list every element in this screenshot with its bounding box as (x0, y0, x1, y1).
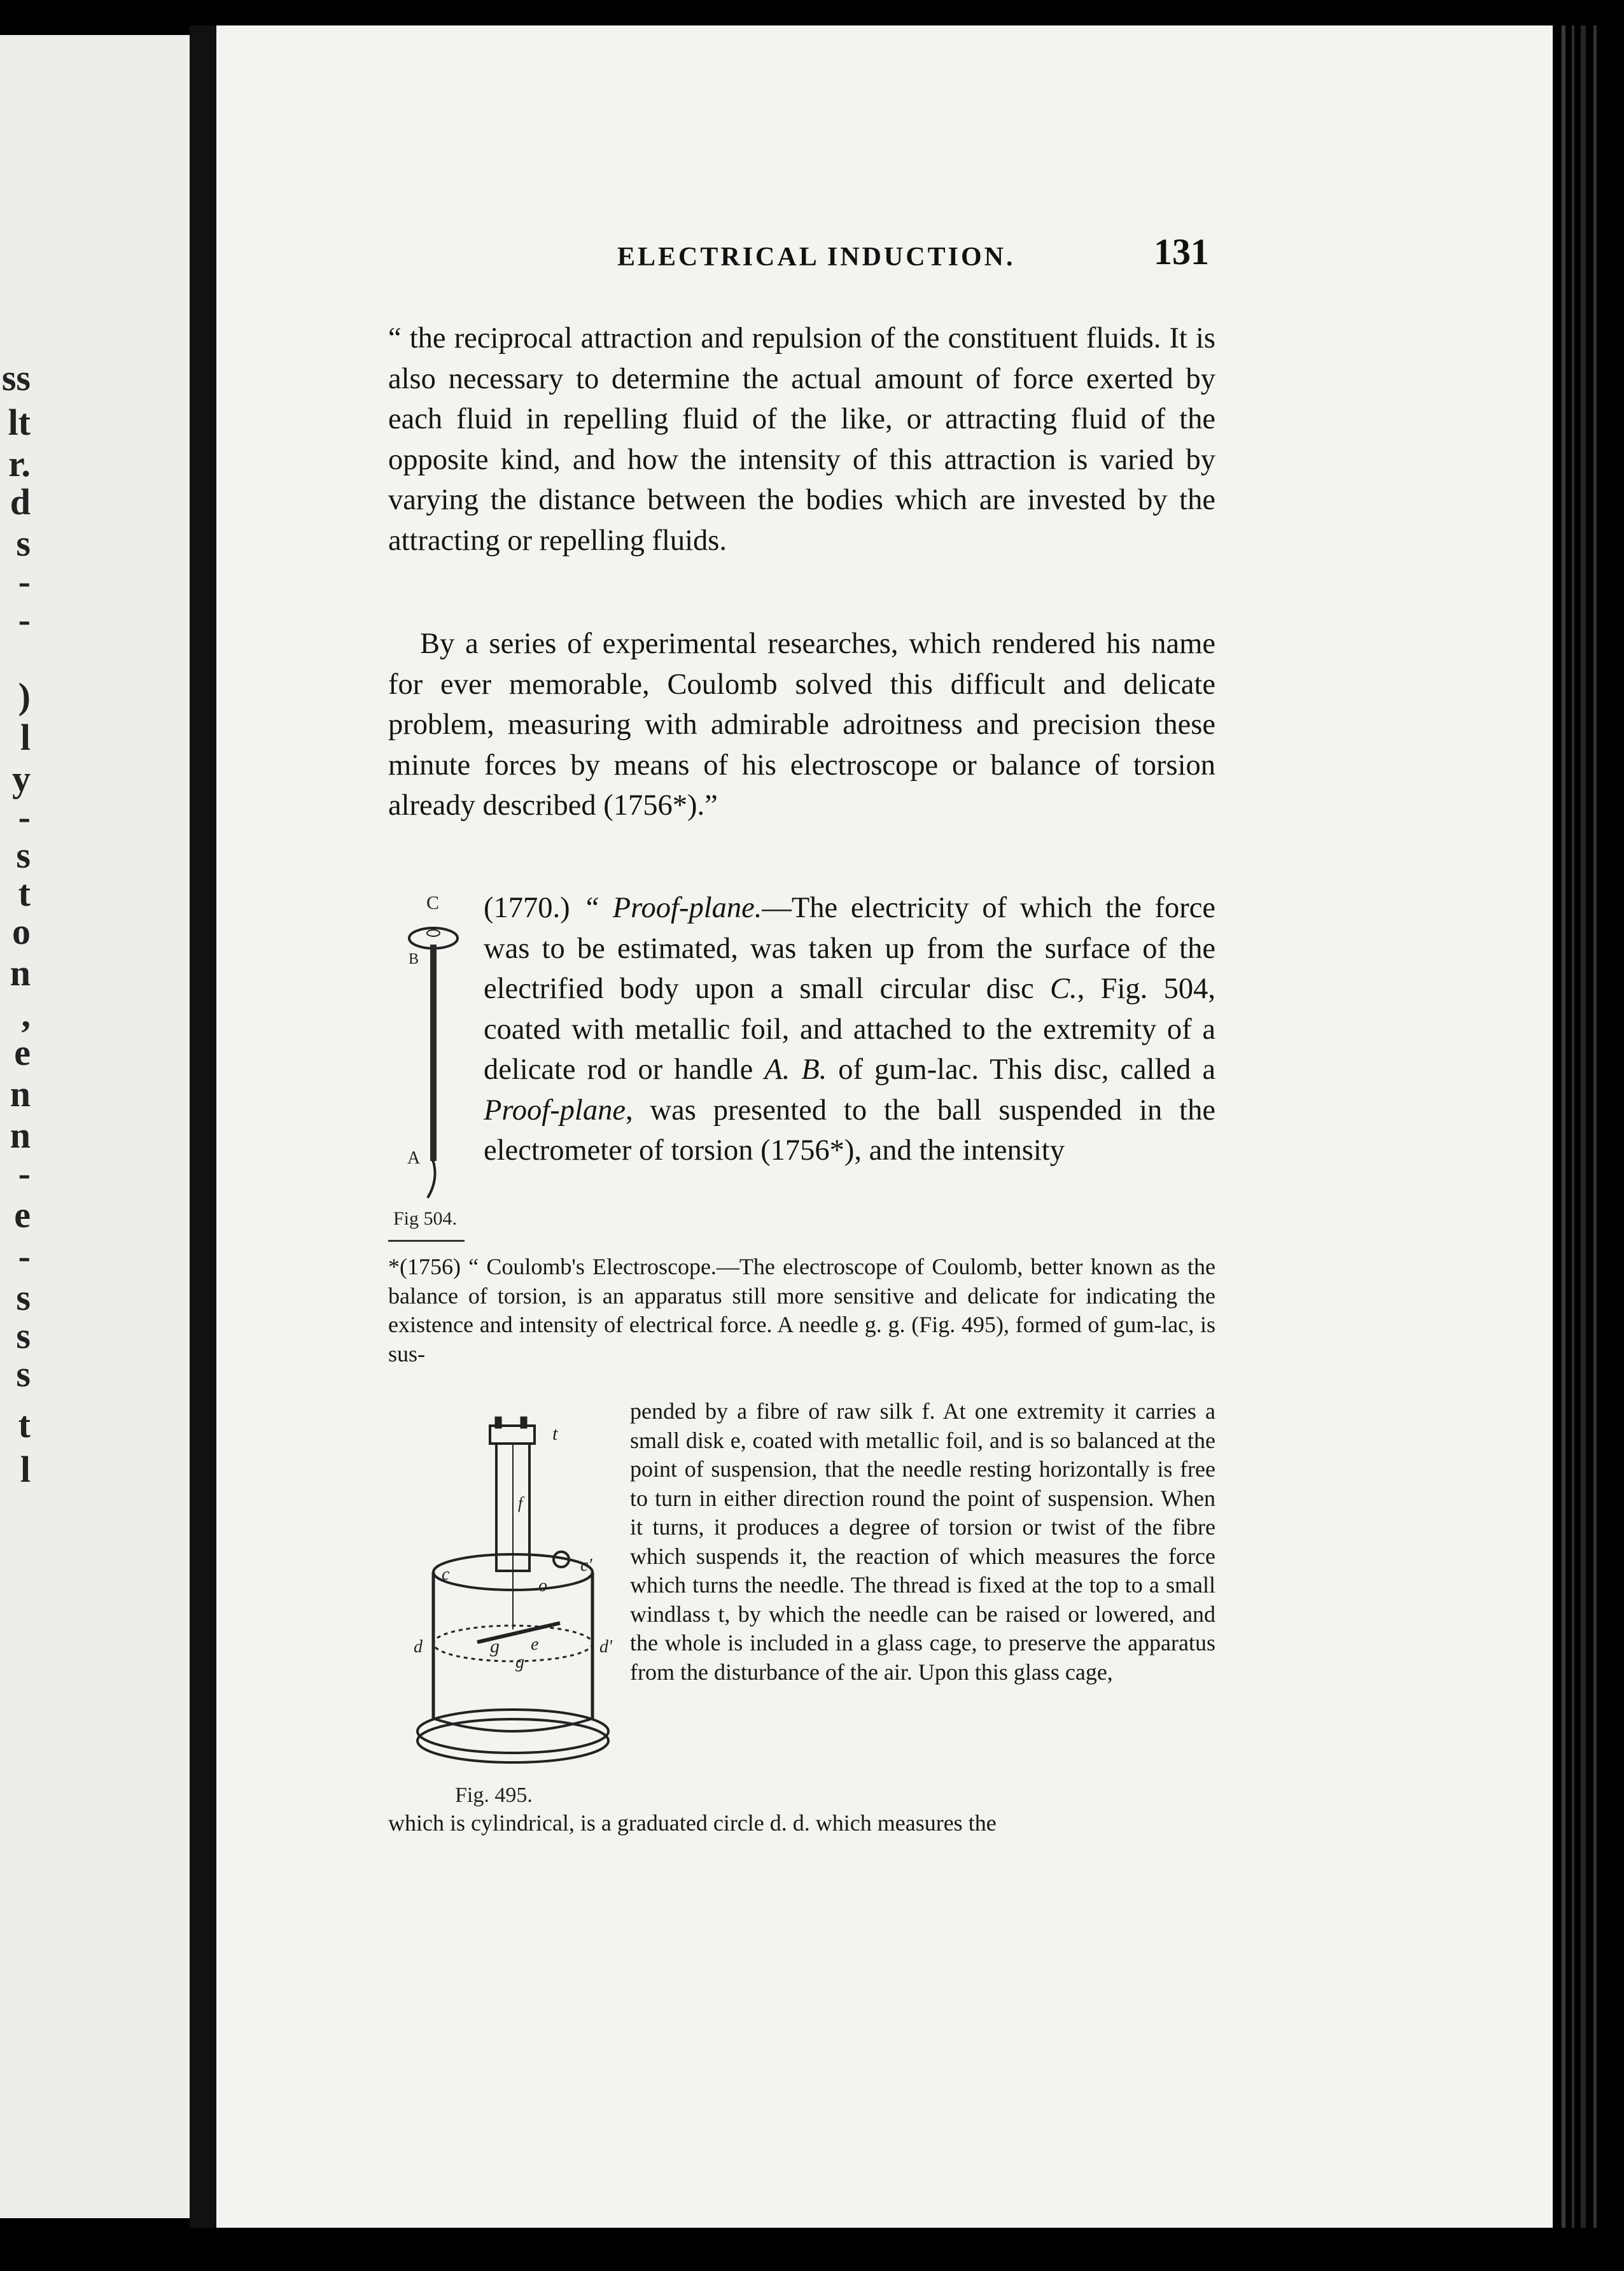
margin-char: - (18, 599, 31, 640)
margin-char: - (18, 796, 31, 838)
label-ab: A. B. (764, 1053, 827, 1086)
paragraph-continued-quote: “ the reciprocal attraction and repulsion of the constituent fluids. It is also necessary to determine the actual amount of force exerted by each fluid in repelling fluid of the like, or attracting fluid of the opposite kind, and how the intensity of this attraction is varied by varying the distance between the bodies which are invested by the attracting or repelling fluids. (388, 322, 1215, 557)
proof-plane-illustration (393, 886, 482, 1204)
proof-plane-text-c: of gum-lac. This disc, called a (827, 1053, 1216, 1086)
fig504-label-c: C (426, 892, 440, 913)
running-title: ELECTRICAL INDUCTION. (617, 243, 1016, 272)
margin-char: ) (18, 675, 31, 717)
margin-char: s (16, 834, 31, 876)
margin-char: e (14, 1194, 31, 1235)
margin-char: ss (1, 357, 31, 398)
margin-char: - (18, 1153, 31, 1194)
fig495-label-g1: g (490, 1636, 500, 1657)
figure-504-caption: Fig 504. (393, 1208, 458, 1229)
torsion-balance-illustration (395, 1400, 630, 1776)
fig495-label-g2: g (515, 1652, 524, 1672)
fig495-label-d-left: d (414, 1637, 423, 1657)
paragraph-coulomb-researches: By a series of experimental researches, which rendered his name for ever memorable, Coulomb solved this difficult and delicate problem, measuring with admirable adroitness and precision these minute forces by means of his electroscope or balance of torsion already described (1756*).” (388, 628, 1215, 822)
figure-495-torsion-balance (395, 1400, 630, 1808)
figure-495-caption: Fig. 495. (455, 1783, 533, 1807)
label-c: C. (1050, 973, 1077, 1005)
margin-char: s (16, 1353, 31, 1395)
proof-plane-text-d: , was presented to the ball suspended in the electrometer of torsion (1756*), and the intensity (484, 1093, 1215, 1167)
page-number: 131 (1154, 231, 1209, 272)
margin-char: e (14, 1032, 31, 1073)
margin-char: n (10, 1114, 31, 1156)
margin-char: - (18, 561, 31, 602)
proof-plane-text-a: —The electricity of which the force was to be estimated, was taken up from the surface of the electrified body upon a small circular disc (484, 892, 1215, 1005)
fig495-label-d-right: d' (599, 1637, 612, 1657)
margin-char: , (21, 994, 31, 1035)
margin-char: l (20, 717, 31, 758)
margin-char: l (20, 1449, 31, 1490)
proof-plane-text-b: , Fig. 504, coated with metallic foil, and attached to the extremity of a delicate rod or handle (484, 973, 1216, 1086)
margin-char: s (16, 1277, 31, 1318)
paragraph-proof-plane (484, 888, 1215, 1171)
page-header (407, 223, 1215, 280)
margin-char: t (18, 873, 31, 914)
footnote-top: *(1756) “ Coulomb's Electroscope.—The electroscope of Coulomb, better known as the balance of torsion, is an apparatus still more sensitive and delicate for indicating the existence and intensity of electrical force. A needle g. g. (Fig. 495), formed of gum-lac, is sus- (388, 1254, 1215, 1367)
book-gutter (190, 25, 216, 2228)
fig495-label-e: e (531, 1635, 539, 1654)
margin-char: o (12, 911, 31, 952)
margin-char: y (12, 758, 31, 799)
footnote-bottom: which is cylindrical, is a graduated circle d. d. which measures the (388, 1810, 997, 1836)
margin-char: s (16, 1315, 31, 1356)
fig495-label-o: o (538, 1576, 547, 1596)
section-title: “ Proof-plane. (583, 892, 762, 924)
margin-char: lt (8, 402, 31, 443)
margin-char: n (10, 1073, 31, 1114)
fig504-label-a: A (407, 1148, 421, 1168)
margin-char: t (18, 1404, 31, 1445)
fig495-label-c-right: c' (580, 1556, 592, 1575)
margin-char: n (10, 952, 31, 994)
margin-char: d (10, 481, 31, 523)
section-number: (1770.) (484, 892, 570, 924)
margin-char: r. (8, 443, 31, 484)
figure-504-proof-plane (393, 886, 482, 1230)
facing-page-margin-text (0, 321, 38, 1594)
margin-char: - (18, 1235, 31, 1277)
fig495-label-f: f (518, 1494, 523, 1512)
footnote-side: pended by a fibre of raw silk f. At one extremity it carries a small disk e, coated with metallic foil, and is so balanced at the point of suspension, that the needle resting horizontally is free to turn in either direction round the point of suspension. When it turns, it produces a degree of torsion or twist of the fibre which suspends it, the reaction of which measures the force which turns the needle. The thread is fixed at the top to a small windlass t, by which the needle can be raised or lowered, and the whole is included in a glass cage, to preserve the apparatus from the disturbance of the air. Upon this glass cage, (630, 1398, 1215, 1685)
footnote-rule (388, 1240, 465, 1242)
italic-term-proof-plane: Proof-plane (484, 1093, 626, 1127)
margin-char: s (16, 523, 31, 564)
fig495-label-t: t (552, 1423, 558, 1444)
facing-page-edge (0, 35, 190, 2218)
page-stack-edge (1553, 25, 1624, 2228)
fig495-label-c-left: c (442, 1564, 450, 1584)
fig504-label-b: B (409, 951, 419, 967)
